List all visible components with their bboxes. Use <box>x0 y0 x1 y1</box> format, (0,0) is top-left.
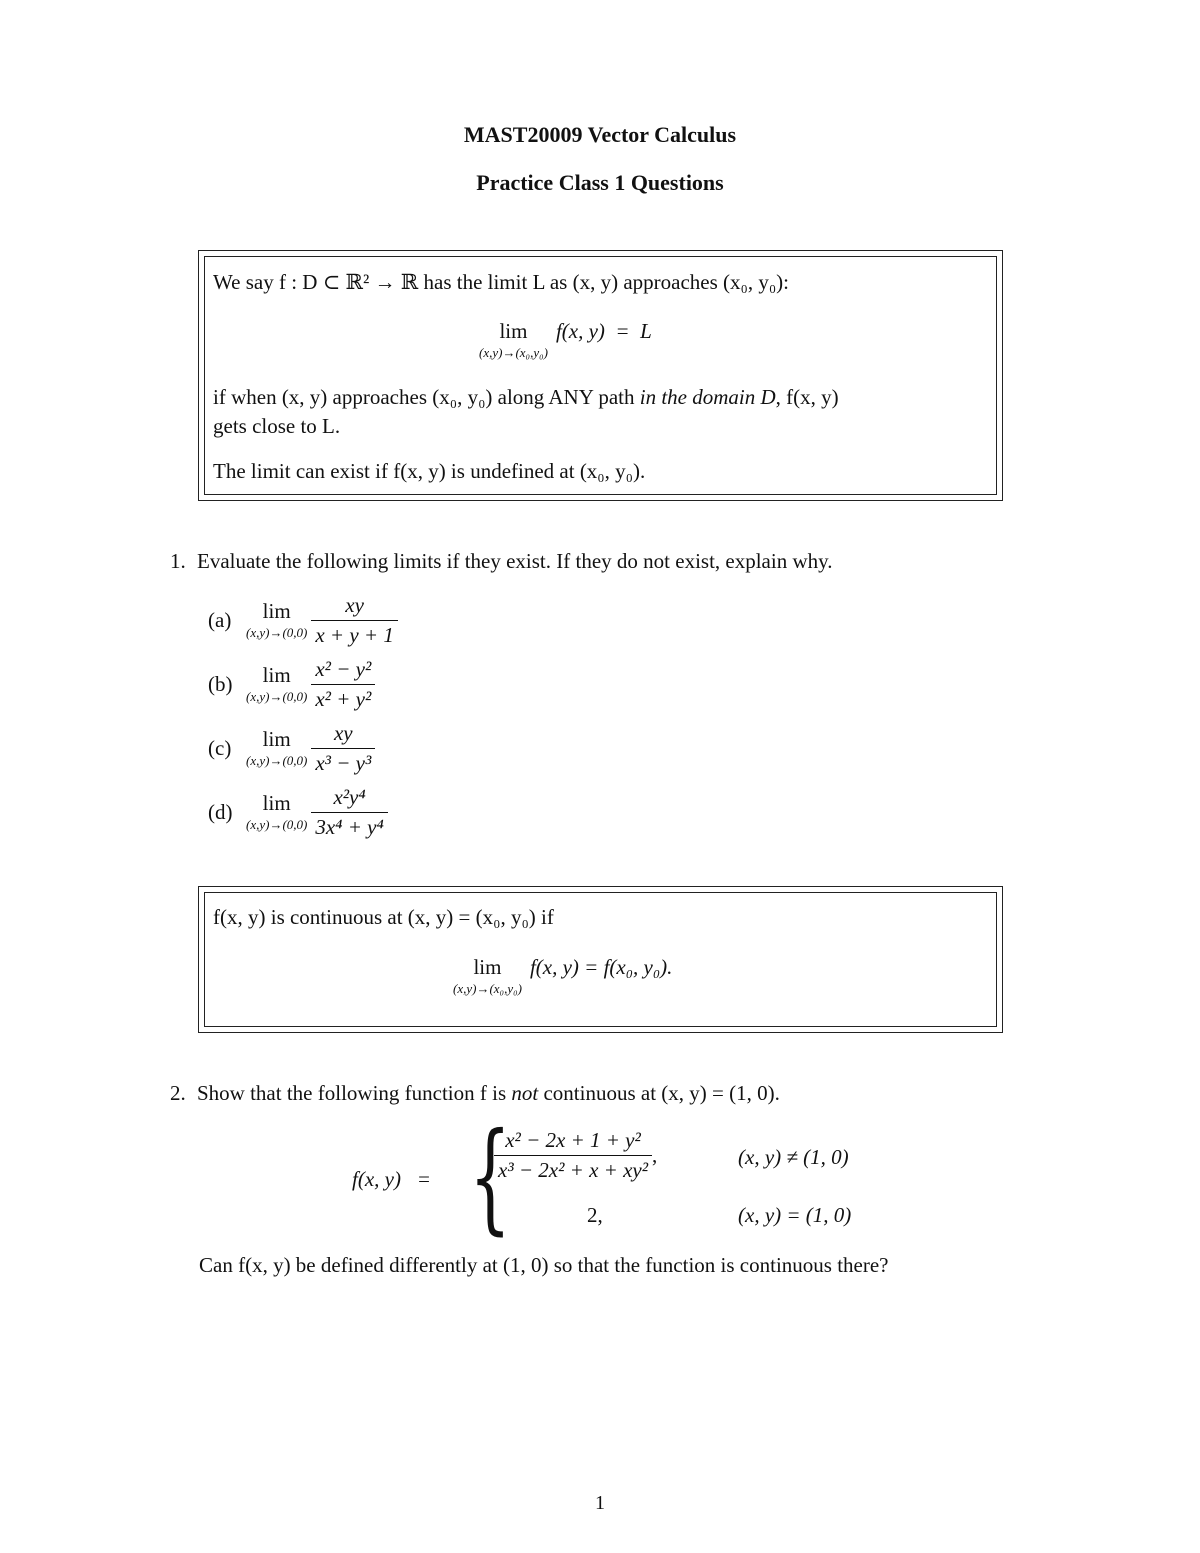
question1-prompt-row <box>170 549 833 574</box>
item-denominator: 3x⁴ + y⁴ <box>311 812 387 840</box>
limit-operator <box>479 319 548 361</box>
item-limit <box>246 599 307 641</box>
limit-condition-prefix: if when (x, y) approaches (x₀, y₀) along ANY path <box>213 385 640 409</box>
piecewise-brace: { <box>469 1108 512 1247</box>
continuity-limit-subscript: (x,y)→(x₀,y₀) <box>453 981 522 996</box>
question2-prompt-prefix: Show that the following function f is <box>197 1081 512 1105</box>
piecewise-case1 <box>494 1128 657 1183</box>
item-limit-text: lim <box>262 663 291 687</box>
continuity-limit-operator <box>453 955 522 997</box>
question2-prompt-italic: not <box>511 1081 539 1105</box>
item-limit-subscript: (x,y)→(0,0) <box>246 625 308 640</box>
item-limit-text: lim <box>262 599 291 623</box>
continuity-formula <box>453 955 672 997</box>
item-limit <box>246 727 307 769</box>
question1-item <box>208 716 398 780</box>
piecewise-lhs: f(x, y) = <box>352 1167 431 1191</box>
limit-operator-subscript: (x,y)→(x₀,y₀) <box>479 345 548 360</box>
case1-condition: (x, y) ≠ (1, 0) <box>738 1145 849 1169</box>
limit-condition-italic: in the domain D <box>639 385 776 409</box>
item-numerator: xy <box>333 720 353 745</box>
continuity-definition-box <box>198 886 1003 1033</box>
item-denominator: x² + y² <box>311 684 375 712</box>
item-limit-subscript: (x,y)→(0,0) <box>246 817 308 832</box>
limit-condition-suffix: , f(x, y) <box>775 385 839 409</box>
item-limit <box>246 791 307 833</box>
limit-condition-line2: gets close to L. <box>213 414 341 438</box>
document-title: MAST20009 Vector Calculus <box>463 122 737 147</box>
continuity-formula-body: f(x, y) = f(x₀, y₀). <box>529 955 673 979</box>
case1-numerator: x² − 2x + 1 + y² <box>505 1128 641 1152</box>
question1-prompt: Evaluate the following limits if they exist. If they do not exist, explain why. <box>197 549 833 573</box>
case2-value: 2, <box>587 1203 603 1227</box>
item-label: (a) <box>208 607 232 632</box>
item-fraction <box>311 593 397 648</box>
case2-condition: (x, y) = (1, 0) <box>738 1203 852 1227</box>
item-numerator: x² − y² <box>315 656 372 681</box>
item-numerator: x²y⁴ <box>333 784 366 809</box>
item-label: (d) <box>208 799 233 824</box>
item-limit-subscript: (x,y)→(0,0) <box>246 753 308 768</box>
case1-denominator: x³ − 2x² + x + xy² <box>494 1155 652 1183</box>
item-limit-subscript: (x,y)→(0,0) <box>246 689 308 704</box>
item-label: (c) <box>208 735 232 760</box>
item-fraction <box>311 657 375 712</box>
continuity-line: f(x, y) is continuous at (x, y) = (x₀, y₀) if <box>213 905 554 929</box>
limit-operator-text: lim <box>499 319 528 343</box>
item-limit-text: lim <box>262 727 291 751</box>
item-fraction <box>311 721 375 776</box>
limit-definition-line: We say f : D ⊂ ℝ² → ℝ has the limit L as (x, y) approaches (x₀, y₀): <box>213 270 790 294</box>
question1-number: 1. <box>170 549 186 573</box>
question1-item <box>208 780 398 844</box>
item-limit-text: lim <box>262 791 291 815</box>
limit-note: The limit can exist if f(x, y) is undefined at (x₀, y₀). <box>213 459 646 483</box>
limit-definition-formula <box>479 319 652 361</box>
item-label: (b) <box>208 671 233 696</box>
question2-prompt-row <box>170 1081 780 1106</box>
question2-number: 2. <box>170 1081 186 1105</box>
item-limit <box>246 663 307 705</box>
continuity-limit-text: lim <box>473 955 502 979</box>
question2-prompt-suffix: continuous at (x, y) = (1, 0). <box>538 1081 780 1105</box>
item-denominator: x³ − y³ <box>311 748 375 776</box>
item-denominator: x + y + 1 <box>311 620 397 648</box>
limit-condition-line <box>213 385 839 410</box>
question1-item <box>208 652 398 716</box>
question1-items <box>208 588 398 844</box>
limit-definition-box <box>198 250 1003 501</box>
page-number: 1 <box>595 1492 605 1514</box>
document-subtitle: Practice Class 1 Questions <box>476 170 724 195</box>
item-fraction <box>311 785 387 840</box>
question1-item <box>208 588 398 652</box>
limit-formula-body: f(x, y) = L <box>555 319 652 343</box>
case1-comma: , <box>652 1143 658 1167</box>
item-numerator: xy <box>345 592 364 617</box>
question2-followup: Can f(x, y) be defined differently at (1, 0) so that the function is continuous there? <box>199 1253 889 1277</box>
case1-fraction <box>494 1128 652 1183</box>
